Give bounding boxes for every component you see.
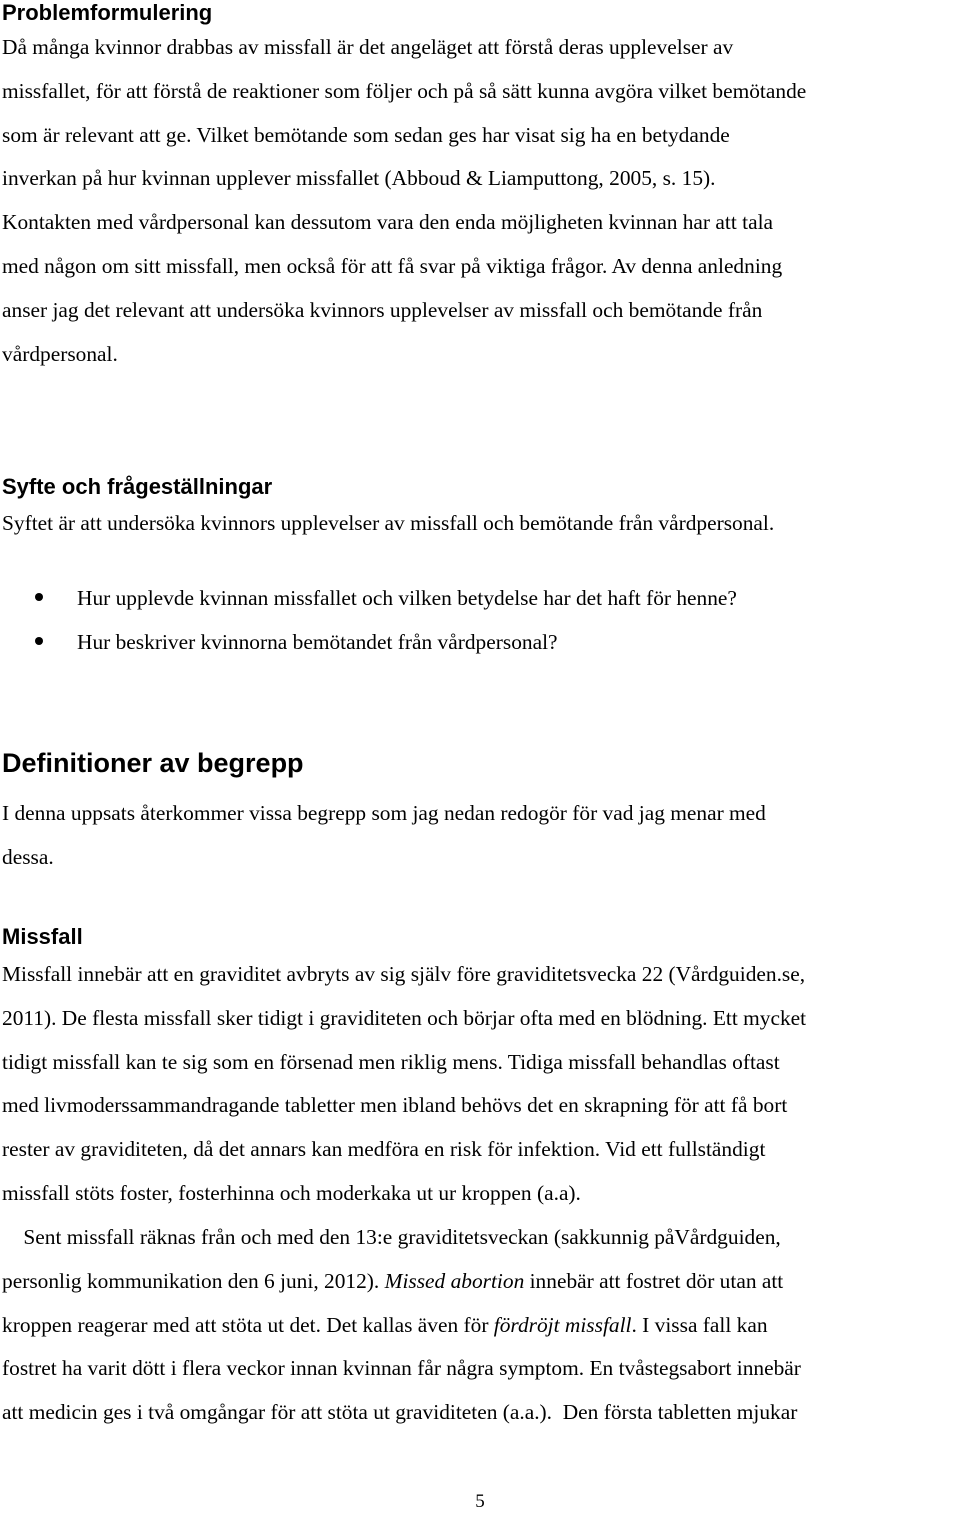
text-line: anser jag det relevant att undersöka kvinnors upplevelser av missfall och bemötande från [2, 297, 763, 322]
text-line: inverkan på hur kvinnan upplever missfallet (Abboud & Liamputtong, 2005, s. 15). [2, 166, 716, 191]
heading-definitioner: Definitioner av begrepp [2, 748, 304, 778]
italic-term: Missed abortion [384, 1268, 525, 1293]
page-number: 5 [475, 1491, 485, 1512]
text-line: rester av graviditeten, då det annars kan medföra en risk för infektion. Vid ett fullständigt [2, 1137, 766, 1162]
text-run: . I vissa fall kan [631, 1312, 768, 1337]
text-line: med livmoderssammandragande tabletter men ibland behövs det en skrapning för att få bort [2, 1093, 788, 1118]
text-line: missfallet, för att förstå de reaktioner som följer och på så sätt kunna avgöra vilket bemötande [2, 78, 807, 103]
text-line [2, 1260, 960, 1304]
heading-syfte: Syfte och frågeställningar [2, 474, 273, 499]
text-line: som är relevant att ge. Vilket bemötande som sedan ges har visat sig ha en betydande [2, 122, 730, 147]
text-run: innebär att fostret dör utan att [524, 1268, 784, 1293]
text-line: Syftet är att undersöka kvinnors upplevelser av missfall och bemötande från vårdpersonal. [2, 511, 775, 535]
text-run: kroppen reagerar med att stöta ut det. Det kallas även för [2, 1312, 494, 1337]
text-line: tidigt missfall kan te sig som en försenad men riklig mens. Tidiga missfall behandlas oftast [2, 1049, 780, 1074]
text-line: fostret ha varit dött i flera veckor innan kvinnan får några symptom. En tvåstegsabort innebär [2, 1356, 801, 1381]
text-line: Sent missfall räknas från och med den 13:e graviditetsveckan (sakkunnig påVårdguiden, [2, 1225, 781, 1249]
question-list-item [0, 620, 960, 664]
text-line: 2011). De flesta missfall sker tidigt i graviditeten och börjar ofta med en blödning. Ett mycket [2, 1005, 807, 1030]
paragraph-missfall-2 [2, 1216, 960, 1435]
bullet-icon [35, 593, 43, 601]
text-line: att medicin ges i två omgångar för att stöta ut graviditeten (a.a.). Den första tabletten mjukar [2, 1400, 798, 1425]
text-line: Kontakten med vårdpersonal kan dessutom vara den enda möjligheten kvinnan har att tala [2, 210, 774, 235]
paragraph-problemformulering [2, 26, 960, 376]
text-line: I denna uppsats återkommer vissa begrepp som jag nedan redogör för vad jag menar med [2, 801, 766, 825]
text-line: vårdpersonal. [2, 341, 118, 366]
question-text: Hur upplevde kvinnan missfallet och vilken betydelse har det haft för henne? [77, 586, 737, 610]
paragraph-definitioner [2, 792, 960, 880]
text-line [2, 1304, 960, 1348]
paragraph-missfall-1 [2, 953, 960, 1216]
paragraph-syfte [2, 502, 960, 546]
text-line: Då många kvinnor drabbas av missfall är det angeläget att förstå deras upplevelser av [2, 35, 734, 59]
bullet-icon [35, 637, 43, 645]
italic-term: fördröjt missfall [493, 1312, 632, 1337]
heading-problemformulering: Problemformulering [2, 0, 213, 25]
text-run: personlig kommunikation den 6 juni, 2012). [2, 1268, 385, 1293]
text-line: med någon om sitt missfall, men också för att få svar på viktiga frågor. Av denna anledning [2, 253, 783, 278]
text-line: missfall stöts foster, fosterhinna och moderkaka ut ur kroppen (a.a). [2, 1180, 581, 1205]
text-line: Missfall innebär att en graviditet avbryts av sig själv före graviditetsvecka 22 (Vårdguiden.se, [2, 962, 806, 986]
text-line: dessa. [2, 844, 54, 869]
question-list-item [0, 576, 960, 620]
question-text: Hur beskriver kvinnorna bemötandet från vårdpersonal? [77, 630, 558, 654]
heading-missfall: Missfall [2, 924, 83, 949]
